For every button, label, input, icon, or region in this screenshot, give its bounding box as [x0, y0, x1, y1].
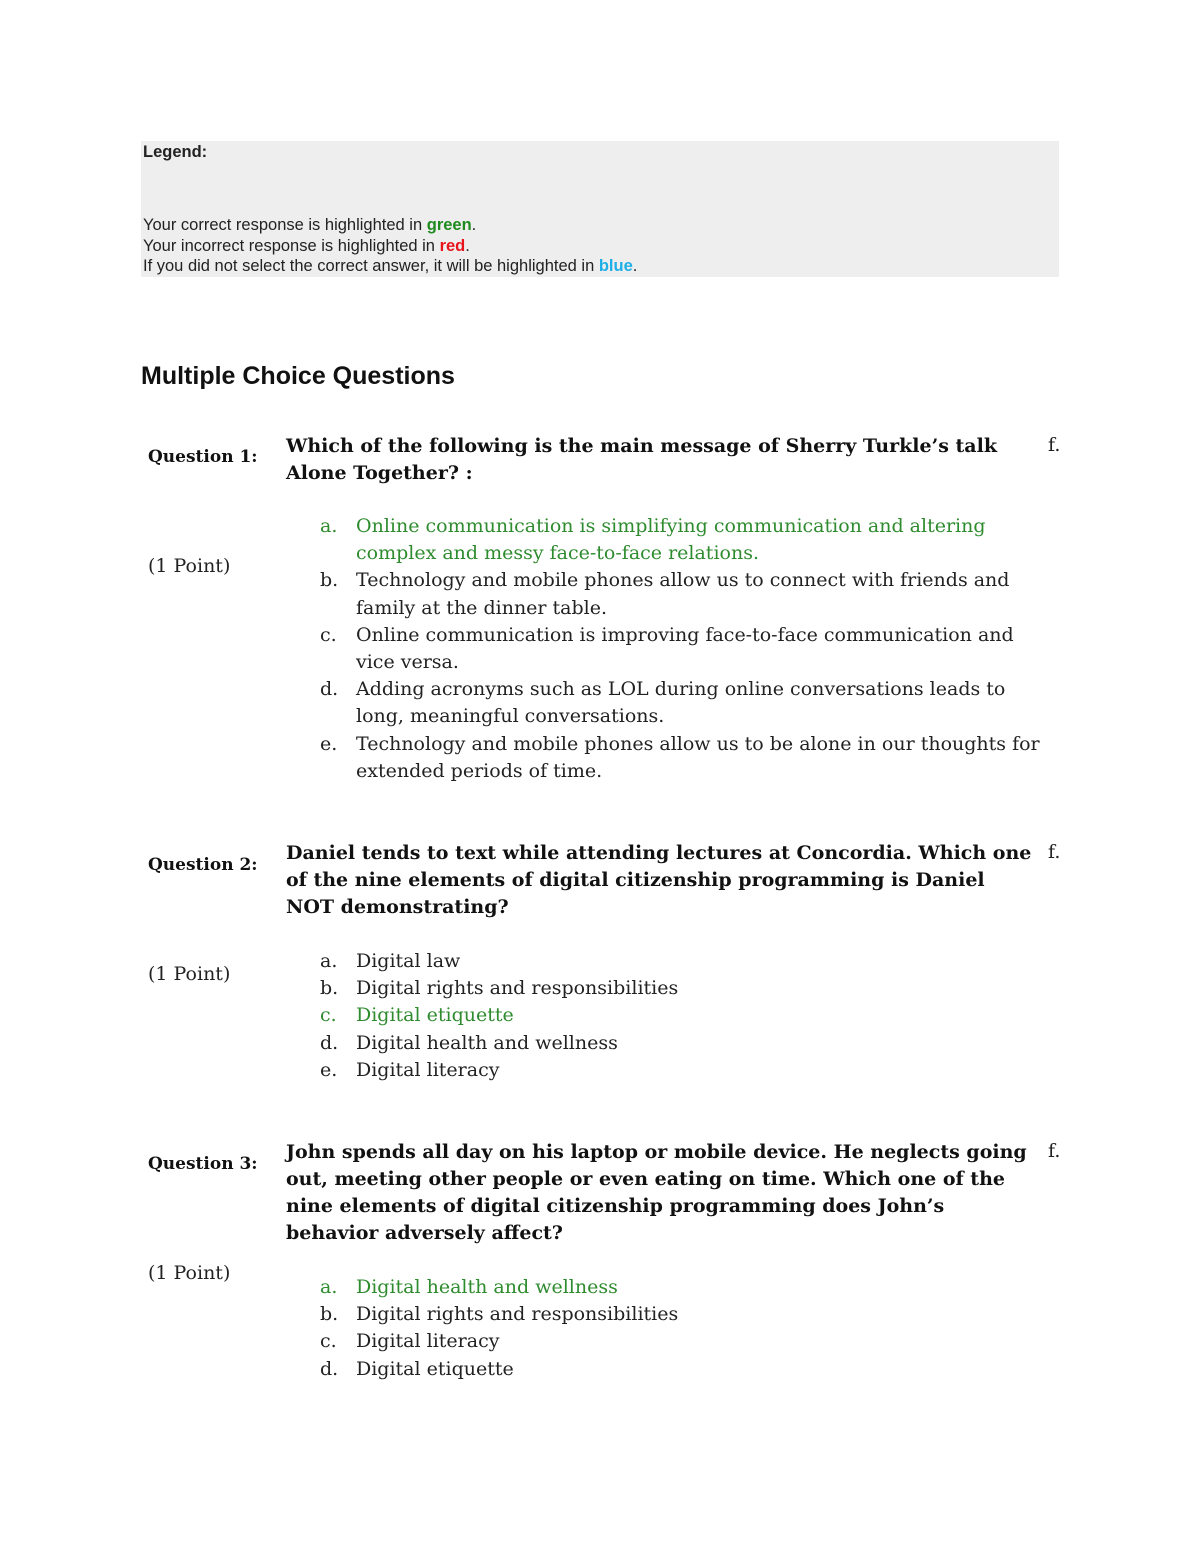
option-text: Adding acronyms such as LOL during online conversations leads to long, meaningful conversations.	[356, 678, 1006, 728]
option-text: Technology and mobile phones allow us to connect with friends and family at the dinner table.	[356, 569, 1010, 619]
option-letter: d.	[320, 678, 339, 701]
question-text: John spends all day on his laptop or mobile device. He neglects going out, meeting other people or even eating on time. Which one of the nine elements of digital citizenship programming does John’s behavior adversely affect?	[286, 1141, 1027, 1244]
legend-line-incorrect	[143, 237, 470, 256]
question-points: (1 Point)	[148, 555, 231, 577]
question-points: (1 Point)	[148, 963, 231, 985]
legend-title: Legend:	[143, 143, 208, 161]
question-text: Which of the following is the main message of Sherry Turkle’s talk Alone Together? :	[286, 435, 997, 484]
answer-option-d[interactable]	[320, 1030, 1040, 1057]
answer-option-c[interactable]	[320, 1002, 1040, 1029]
legend-blue-word: blue	[598, 257, 633, 275]
option-text: Digital rights and responsibilities	[356, 977, 679, 1000]
legend-line-correct	[143, 216, 476, 235]
answer-option-d[interactable]	[320, 1356, 1040, 1383]
option-text: Digital health and wellness	[356, 1031, 618, 1054]
question-label: Question 1:	[148, 447, 258, 467]
answer-options	[320, 513, 1040, 785]
option-text: Digital rights and responsibilities	[356, 1303, 679, 1326]
answer-option-c[interactable]	[320, 622, 1040, 676]
legend-line-missed	[143, 257, 637, 276]
answer-option-c[interactable]	[320, 1328, 1040, 1355]
answer-option-a[interactable]	[320, 948, 1040, 975]
question-f-marker: f.	[1048, 434, 1061, 456]
option-text: Digital law	[356, 950, 461, 972]
option-letter: a.	[320, 1276, 338, 1298]
question-points: (1 Point)	[148, 1262, 231, 1284]
question-f-marker: f.	[1048, 841, 1061, 863]
option-text: Digital etiquette	[356, 1004, 514, 1027]
option-letter: a.	[320, 950, 338, 972]
answer-option-e[interactable]	[320, 731, 1040, 785]
legend-box	[141, 141, 1059, 277]
option-letter: a.	[320, 515, 338, 537]
answer-option-d[interactable]	[320, 676, 1040, 730]
option-letter: c.	[320, 623, 337, 646]
option-text: Digital literacy	[356, 1330, 500, 1353]
legend-text: .	[465, 237, 470, 255]
page-heading: Multiple Choice Questions	[141, 362, 455, 390]
legend-text: Your correct response is highlighted in	[143, 216, 427, 234]
answer-options	[320, 1274, 1040, 1383]
question-label: Question 2:	[148, 855, 258, 875]
option-letter: b.	[320, 977, 339, 1000]
question-text: Daniel tends to text while attending lectures at Concordia. Which one of the nine elements of digital citizenship programming is Daniel NOT demonstrating?	[286, 842, 1032, 918]
option-text: Online communication is improving face-to-face communication and vice versa.	[356, 623, 1014, 674]
legend-text: If you did not select the correct answer, it will be highlighted in	[143, 257, 599, 275]
option-text: Technology and mobile phones allow us to be alone in our thoughts for extended periods of time.	[356, 732, 1040, 782]
option-letter: b.	[320, 1303, 339, 1326]
legend-text: .	[471, 216, 477, 234]
answer-option-b[interactable]	[320, 567, 1040, 621]
option-text: Digital health and wellness	[356, 1276, 618, 1298]
legend-text: .	[632, 257, 638, 275]
option-text: Online communication is simplifying communication and altering complex and messy face-to-face relations.	[356, 515, 986, 565]
legend-text: Your incorrect response is highlighted in	[143, 237, 440, 255]
answer-options	[320, 948, 1040, 1084]
option-letter: b.	[320, 569, 339, 592]
option-letter: d.	[320, 1031, 339, 1054]
legend-red-word: red	[439, 237, 466, 255]
answer-option-b[interactable]	[320, 975, 1040, 1002]
answer-option-b[interactable]	[320, 1301, 1040, 1328]
option-text: Digital etiquette	[356, 1357, 514, 1380]
option-text: Digital literacy	[356, 1058, 500, 1081]
answer-option-e[interactable]	[320, 1057, 1040, 1084]
question-label: Question 3:	[148, 1154, 258, 1174]
answer-option-a[interactable]	[320, 513, 1040, 567]
legend-green-word: green	[426, 216, 472, 234]
option-letter: e.	[320, 1058, 338, 1081]
answer-option-a[interactable]	[320, 1274, 1040, 1301]
option-letter: c.	[320, 1330, 337, 1353]
option-letter: c.	[320, 1004, 337, 1027]
option-letter: d.	[320, 1357, 339, 1380]
option-letter: e.	[320, 732, 338, 755]
question-f-marker: f.	[1048, 1140, 1061, 1162]
